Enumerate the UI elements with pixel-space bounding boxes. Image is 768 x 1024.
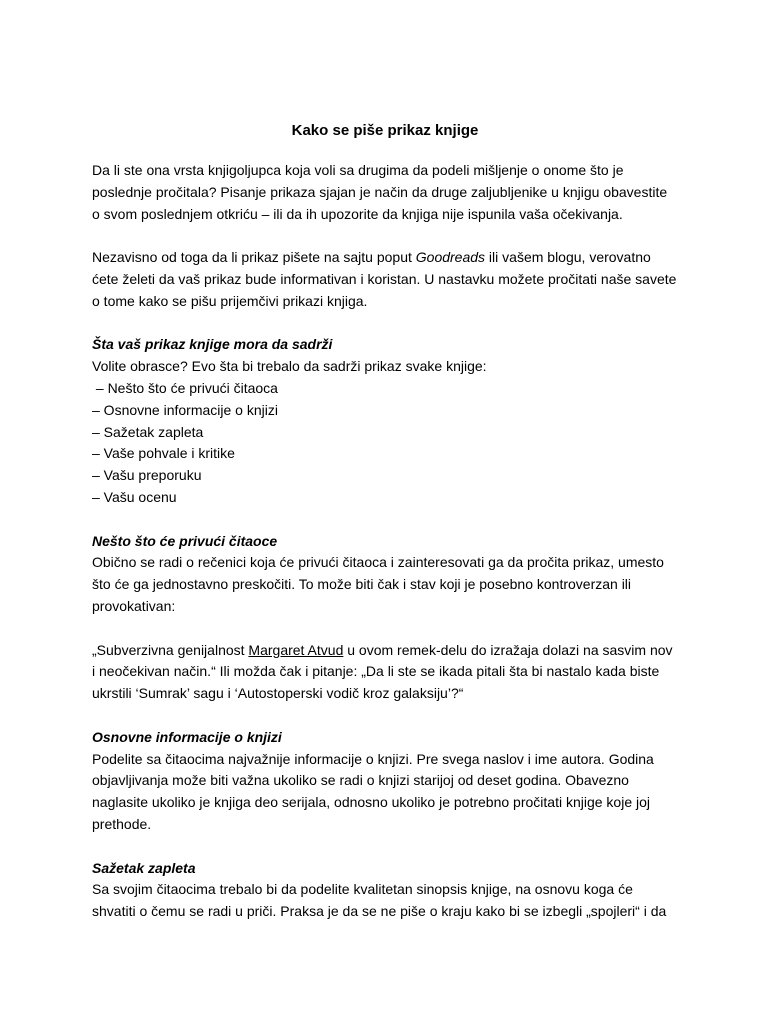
list-item: – Osnovne informacije o knjizi (92, 401, 278, 418)
list-item: – Vašu ocenu (92, 488, 177, 505)
section-hook-quote (92, 640, 678, 705)
quote-end: u ovom remek-delu do izražaja dolazi na sasvim nov i neočekivan način.“ Ili možda čak i pitanje: „Da li ste se ikada pitali šta bi nastalo kada biste ukrstili ‘Sumrak’ sagu i ‘Autostoperski vodič kroz galaksiju’?“ (92, 641, 673, 702)
intro-paragraph-1: Da li ste ona vrsta knjigoljupca koja voli sa drugima da podeli mišljenje o onome što je poslednje pročitala? Pisanje prikaza sjajan je način da druge zaljubljenike u knjigu obavestite o svom poslednjem otkriću – ili da ih upozorite da knjiga nije ispunila vaša očekivanja. (92, 162, 668, 222)
paragraph-gap (92, 509, 678, 531)
section-basic-info-body: Podelite sa čitaocima najvažnije informacije o knjizi. Pre svega naslov i ime autora. Godina objavljivanja može biti važna ukoliko se radi o knjizi starijoj od deset godina. Obavezno naglasite ukoliko je knjiga deo serijala, odnosno ukoliko je potrebno pročitati knjige koje joj prethode. (92, 750, 654, 832)
list-item: – Vaše pohvale i kritike (92, 445, 235, 462)
intro-paragraph-2-start: Nezavisno od toga da li prikaz pišete na sajtu poput (92, 249, 416, 266)
section-heading-hook: Nešto što će privući čitaoce (92, 532, 278, 549)
author-link[interactable]: Margaret Atvud (248, 641, 344, 658)
section-heading-basic-info: Osnovne informacije o knjizi (92, 728, 282, 745)
intro-paragraph-2-end: ili vašem blogu, verovatno ćete želeti da vaš prikaz bude informativan i koristan. U nastavku možete pročitati naše savete o tome kako se pišu prijemčivi prikazi knjiga. (92, 249, 677, 309)
section-plot-summary-body: Sa svojim čitaocima trebalo bi da podelite kvalitetan sinopsis knjige, na osnovu koga će shvatiti o čemu se radi u priči. Praksa je da se ne piše o kraju kako bi se izbegli „spojleri“ i da (92, 881, 667, 920)
quote-start: „Subverzivna genijalnost (92, 641, 249, 658)
goodreads-italic: Goodreads (415, 249, 486, 266)
paragraph-gap (92, 705, 678, 727)
section-contents-lead: Volite obrasce? Evo šta bi trebalo da sadrži prikaz svake knjige: (92, 358, 487, 375)
section-hook-body: Obično se radi o rečenici koja će privući čitaoca i zainteresovati ga da pročita prikaz, umesto što će ga jednostavno preskočiti. To može biti čak i stav koji je posebno kontroverzan ili provokativan: (92, 554, 664, 614)
intro-paragraph-2 (92, 247, 678, 312)
paragraph-gap (92, 313, 678, 335)
section-heading-contents: Šta vaš prikaz knjige mora da sadrži (92, 336, 333, 353)
list-item: – Vašu preporuku (92, 467, 202, 484)
list-item: – Sažetak zapleta (92, 423, 204, 440)
section-heading-plot-summary: Sažetak zapleta (92, 859, 196, 876)
paragraph-gap (92, 225, 678, 247)
document-page (92, 120, 678, 923)
paragraph-gap (92, 836, 678, 858)
document-title: Kako se piše prikaz knjige (291, 122, 479, 139)
paragraph-gap (92, 618, 678, 640)
list-item: – Nešto što će privući čitaoca (92, 379, 278, 396)
contents-list (92, 378, 678, 509)
